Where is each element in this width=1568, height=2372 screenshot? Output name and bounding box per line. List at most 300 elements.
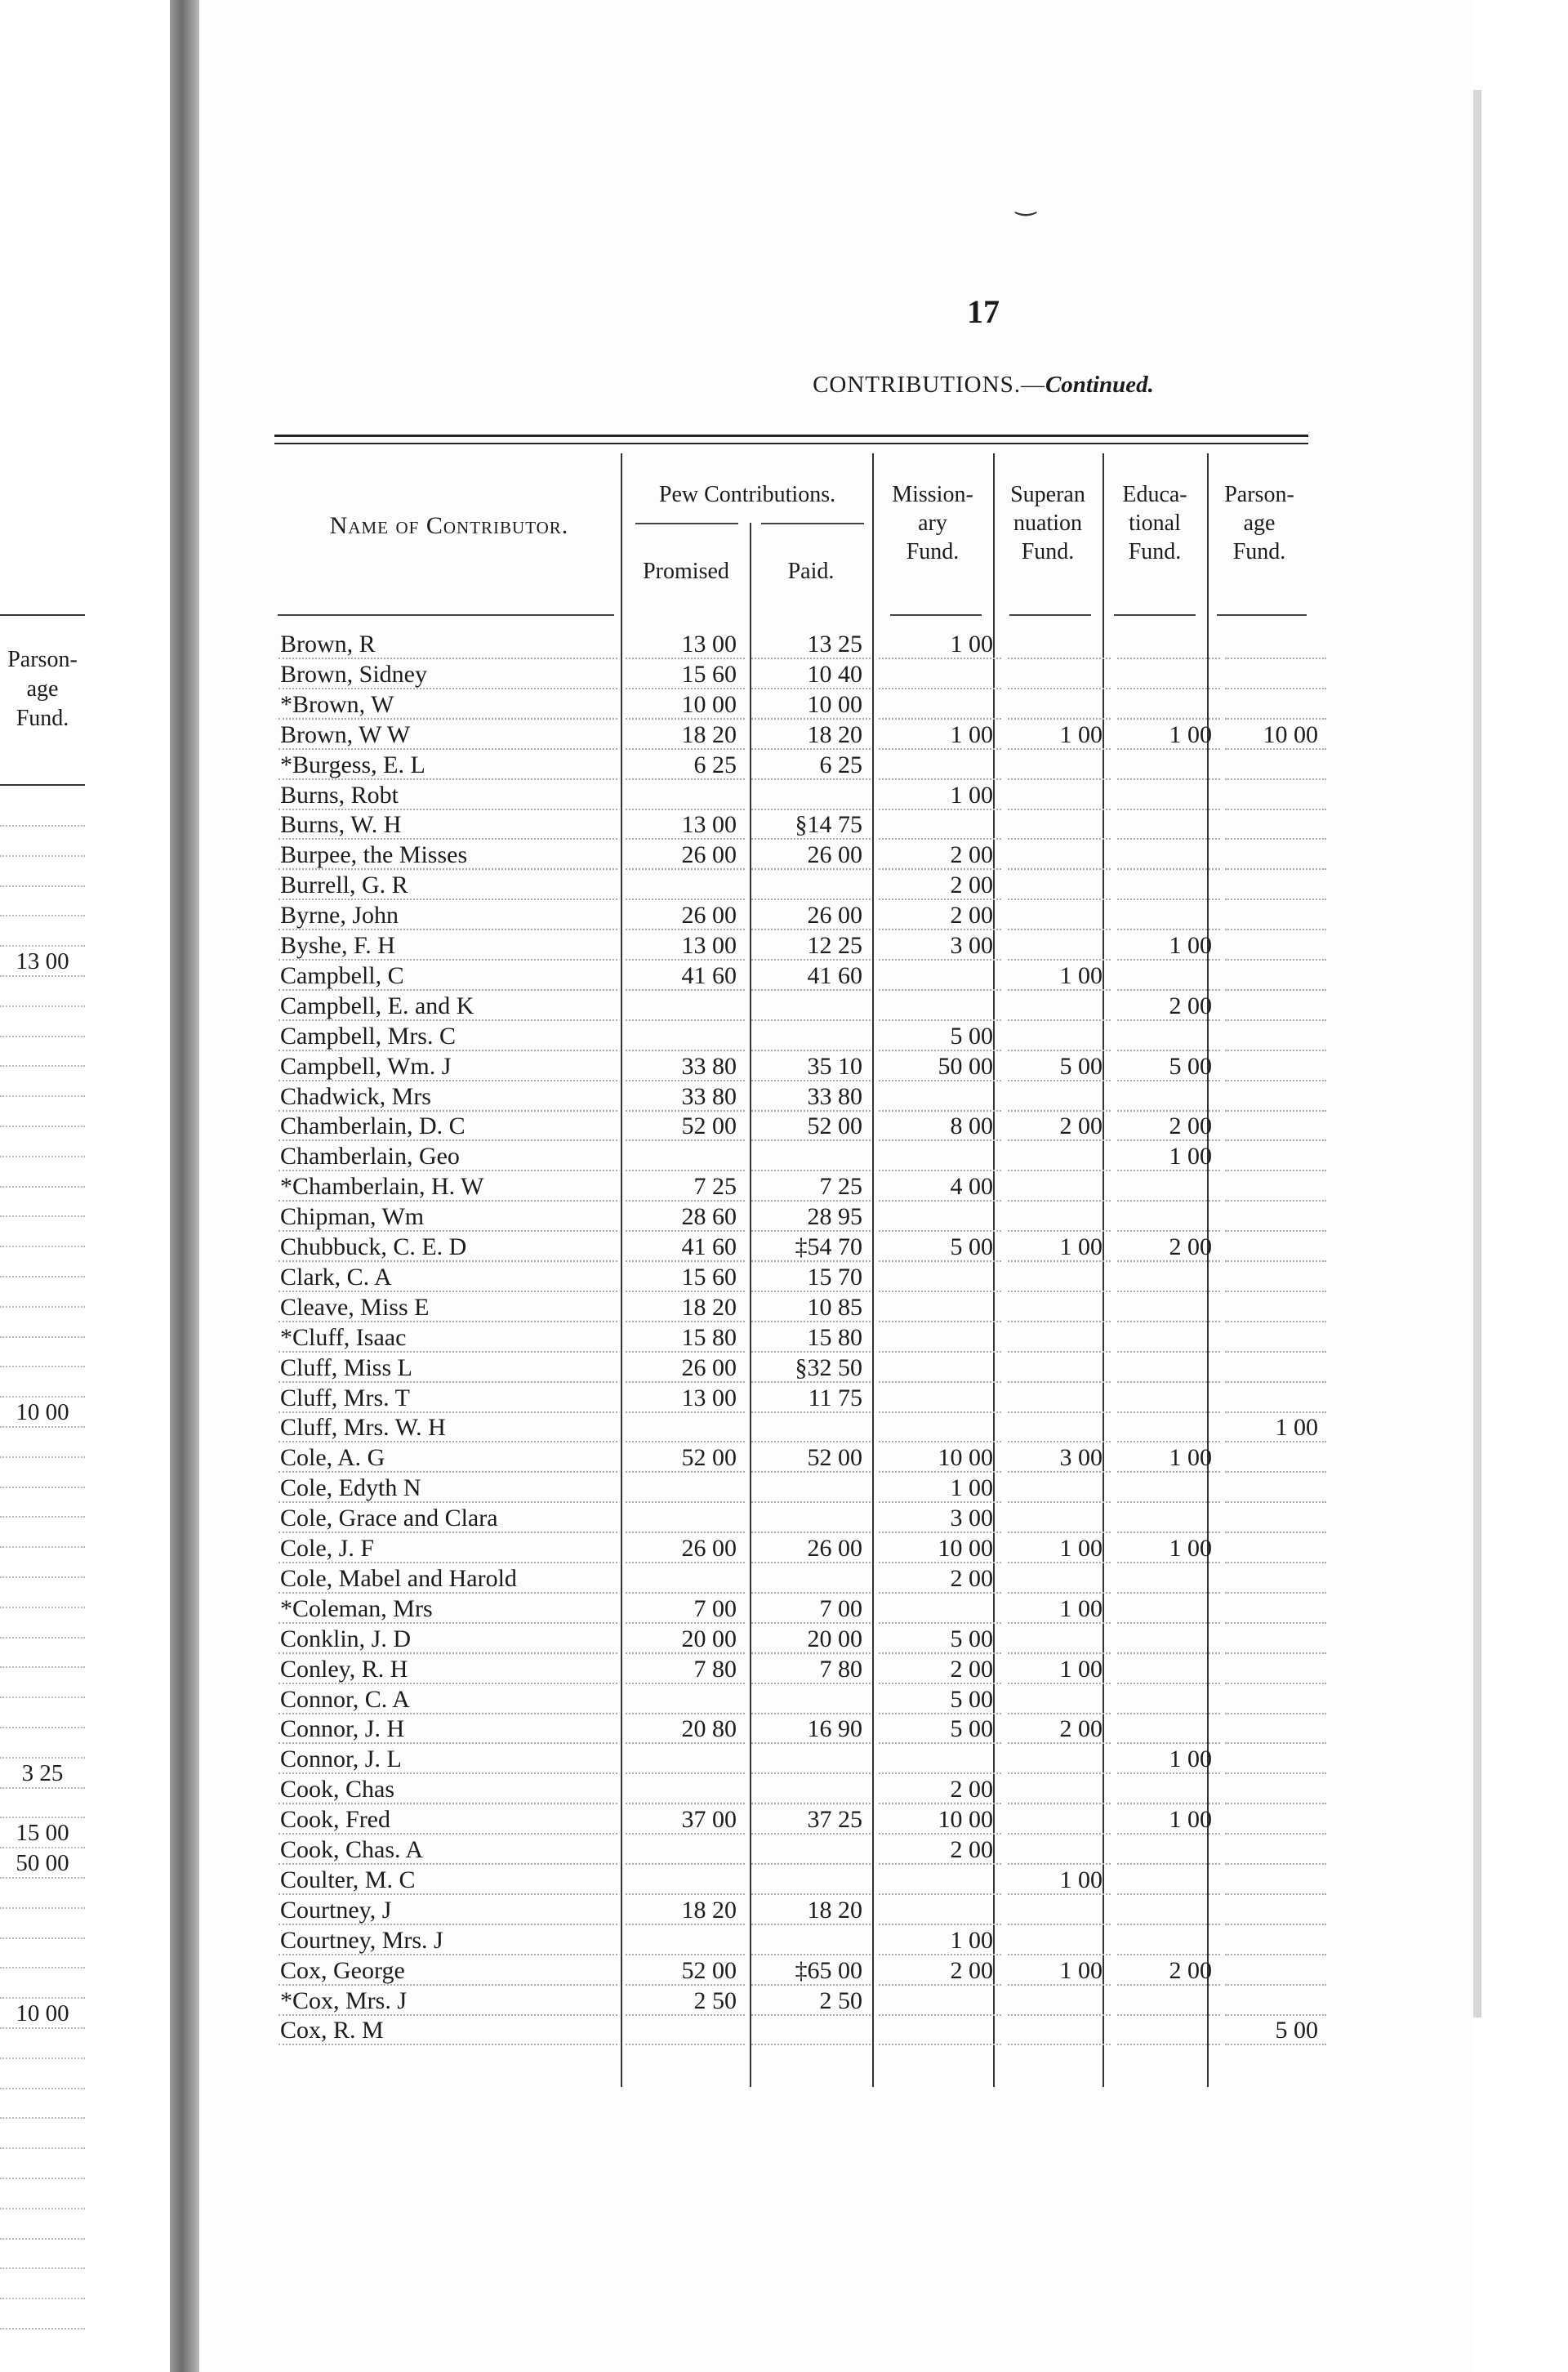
paid-cell: 52 00 bbox=[751, 1111, 871, 1141]
paid-cell: 7 00 bbox=[751, 1594, 871, 1624]
table-row bbox=[274, 870, 1312, 900]
superannuation-cell bbox=[1008, 1292, 1111, 1322]
contributor-name-cell bbox=[278, 1865, 617, 1895]
missionary-cell bbox=[879, 1202, 1001, 1232]
missionary-cell: 2 00 bbox=[879, 1835, 1001, 1865]
parsonage-cell bbox=[1225, 750, 1326, 780]
contributor-name: Courtney, J bbox=[280, 1897, 394, 1924]
contributor-name: Cleave, Miss E bbox=[280, 1294, 432, 1321]
educational-cell bbox=[1117, 1986, 1220, 2016]
contributor-name: Cox, R. M bbox=[280, 2017, 387, 2044]
missionary-cell: 5 00 bbox=[879, 1684, 1001, 1714]
table-row bbox=[274, 1594, 1312, 1624]
superannuation-cell bbox=[1008, 1624, 1111, 1654]
facing-page-parsonage-header: Parson- age Fund. bbox=[7, 647, 78, 731]
parsonage-cell bbox=[1225, 870, 1326, 900]
facing-page-value bbox=[0, 1217, 85, 1247]
table-row bbox=[274, 1202, 1312, 1232]
promised-cell: 52 00 bbox=[626, 1955, 745, 1986]
contributor-name-cell bbox=[278, 1804, 617, 1835]
missionary-cell bbox=[879, 1353, 1001, 1383]
superannuation-cell bbox=[1008, 809, 1111, 840]
promised-cell bbox=[626, 1473, 745, 1503]
paid-cell: 13 25 bbox=[751, 629, 871, 659]
paid-cell: 33 80 bbox=[751, 1081, 871, 1112]
missionary-cell: 1 00 bbox=[879, 1925, 1001, 1955]
header-bottom-rule-missionary bbox=[890, 614, 982, 616]
missionary-cell bbox=[879, 1895, 1001, 1925]
contributor-name-cell bbox=[278, 1232, 617, 1262]
paid-cell bbox=[751, 1865, 871, 1895]
parsonage-cell bbox=[1225, 1925, 1326, 1955]
parsonage-cell bbox=[1225, 689, 1326, 720]
superannuation-cell bbox=[1008, 2015, 1111, 2045]
paid-cell: ‡65 00 bbox=[751, 1955, 871, 1986]
facing-page-value bbox=[0, 1728, 85, 1759]
table-row bbox=[274, 1804, 1312, 1835]
superannuation-cell bbox=[1008, 1804, 1111, 1835]
contributor-name: Byrne, John bbox=[280, 902, 402, 929]
paid-cell bbox=[751, 1744, 871, 1774]
promised-cell bbox=[626, 1684, 745, 1714]
contributor-name-cell bbox=[278, 629, 617, 659]
superannuation-cell: 2 00 bbox=[1008, 1111, 1111, 1141]
superannuation-cell bbox=[1008, 659, 1111, 689]
table-row bbox=[274, 780, 1312, 810]
table-row bbox=[274, 1684, 1312, 1714]
contributor-name-cell bbox=[278, 1895, 617, 1925]
educational-cell bbox=[1117, 1503, 1220, 1533]
promised-cell: 26 00 bbox=[626, 1533, 745, 1563]
paid-cell: 52 00 bbox=[751, 1442, 871, 1473]
promised-cell: 26 00 bbox=[626, 840, 745, 870]
facing-page-header-rule bbox=[0, 784, 85, 786]
contributor-name: Campbell, Wm. J bbox=[280, 1053, 454, 1080]
contributor-name: Cook, Chas bbox=[280, 1776, 398, 1803]
parsonage-cell: 10 00 bbox=[1225, 720, 1326, 750]
contributor-name: Clark, C. A bbox=[280, 1264, 395, 1291]
missionary-cell bbox=[879, 1292, 1001, 1322]
contributor-name-cell bbox=[278, 1533, 617, 1563]
parsonage-cell bbox=[1225, 1322, 1326, 1353]
running-head bbox=[689, 372, 1277, 399]
educational-cell bbox=[1117, 2015, 1220, 2045]
educational-cell bbox=[1117, 780, 1220, 810]
parsonage-cell bbox=[1225, 1804, 1326, 1835]
contributor-name-cell bbox=[278, 930, 617, 961]
superannuation-cell bbox=[1008, 750, 1111, 780]
promised-cell: 37 00 bbox=[626, 1804, 745, 1835]
superannuation-cell bbox=[1008, 780, 1111, 810]
educational-cell: 2 00 bbox=[1117, 1111, 1220, 1141]
contributor-name-cell bbox=[278, 1503, 617, 1533]
paid-cell bbox=[751, 1141, 871, 1171]
parsonage-cell bbox=[1225, 1141, 1326, 1171]
contributor-name-cell bbox=[278, 991, 617, 1021]
promised-cell bbox=[626, 991, 745, 1021]
facing-page-value bbox=[0, 2029, 85, 2059]
facing-page-value bbox=[0, 2239, 85, 2269]
header-bottom-rule-superannuation bbox=[1009, 614, 1091, 616]
missionary-cell bbox=[879, 1141, 1001, 1171]
superannuation-cell bbox=[1008, 1383, 1111, 1413]
parsonage-cell bbox=[1225, 629, 1326, 659]
facing-page-value bbox=[0, 2089, 85, 2119]
parsonage-cell bbox=[1225, 1624, 1326, 1654]
superannuation-cell: 5 00 bbox=[1008, 1051, 1111, 1081]
superannuation-cell bbox=[1008, 1684, 1111, 1714]
promised-cell: 41 60 bbox=[626, 1232, 745, 1262]
table-row bbox=[274, 1714, 1312, 1744]
promised-cell: 28 60 bbox=[626, 1202, 745, 1232]
paid-cell bbox=[751, 1412, 871, 1442]
facing-page-value bbox=[0, 1638, 85, 1668]
paid-cell: 12 25 bbox=[751, 930, 871, 961]
superannuation-cell bbox=[1008, 1021, 1111, 1051]
facing-page-value bbox=[0, 1157, 85, 1188]
facing-page-value bbox=[0, 1007, 85, 1037]
promised-cell: 13 00 bbox=[626, 809, 745, 840]
table-row bbox=[274, 840, 1312, 870]
missionary-cell bbox=[879, 809, 1001, 840]
promised-cell: 7 80 bbox=[626, 1654, 745, 1684]
contributor-name-cell bbox=[278, 1141, 617, 1171]
educational-cell bbox=[1117, 870, 1220, 900]
contributor-name: *Burgess, E. L bbox=[280, 751, 429, 778]
missionary-cell: 5 00 bbox=[879, 1232, 1001, 1262]
contributor-name: Burns, W. H bbox=[280, 811, 404, 838]
educational-cell bbox=[1117, 1202, 1220, 1232]
educational-cell bbox=[1117, 900, 1220, 930]
promised-cell: 52 00 bbox=[626, 1111, 745, 1141]
contributor-name: Brown, R bbox=[280, 631, 379, 658]
facing-page-value bbox=[0, 2179, 85, 2209]
promised-cell: 15 60 bbox=[626, 1262, 745, 1292]
header-bottom-rule-educational bbox=[1114, 614, 1196, 616]
parsonage-cell bbox=[1225, 1714, 1326, 1744]
contributor-name: Campbell, Mrs. C bbox=[280, 1023, 459, 1050]
facing-page-value bbox=[0, 1458, 85, 1488]
missionary-cell: 10 00 bbox=[879, 1442, 1001, 1473]
table-top-rule bbox=[274, 435, 1308, 437]
facing-page-value bbox=[0, 1968, 85, 1999]
parsonage-cell bbox=[1225, 780, 1326, 810]
educational-cell bbox=[1117, 1171, 1220, 1202]
educational-cell bbox=[1117, 629, 1220, 659]
table-row bbox=[274, 1232, 1312, 1262]
facing-page-value bbox=[0, 857, 85, 887]
missionary-cell bbox=[879, 750, 1001, 780]
paid-cell: 16 90 bbox=[751, 1714, 871, 1744]
contributor-name-cell bbox=[278, 1021, 617, 1051]
paid-cell: 15 70 bbox=[751, 1262, 871, 1292]
facing-page-value bbox=[0, 1578, 85, 1608]
educational-cell bbox=[1117, 1262, 1220, 1292]
educational-cell bbox=[1117, 840, 1220, 870]
superannuation-cell bbox=[1008, 1081, 1111, 1112]
contributor-name-cell bbox=[278, 1835, 617, 1865]
educational-cell: 1 00 bbox=[1117, 1141, 1220, 1171]
educational-cell bbox=[1117, 659, 1220, 689]
promised-cell: 33 80 bbox=[626, 1051, 745, 1081]
superannuation-cell bbox=[1008, 1563, 1111, 1594]
superannuation-cell bbox=[1008, 900, 1111, 930]
parsonage-cell bbox=[1225, 1744, 1326, 1774]
paid-cell: 11 75 bbox=[751, 1383, 871, 1413]
contributor-name-cell bbox=[278, 1684, 617, 1714]
educational-cell: 1 00 bbox=[1117, 1533, 1220, 1563]
missionary-cell bbox=[879, 1986, 1001, 2016]
missionary-cell: 2 00 bbox=[879, 870, 1001, 900]
contributor-name-cell bbox=[278, 1986, 617, 2016]
educational-cell: 2 00 bbox=[1117, 1955, 1220, 1986]
missionary-cell: 1 00 bbox=[879, 720, 1001, 750]
contributor-name: Cole, Edyth N bbox=[280, 1474, 425, 1501]
promised-cell: 7 25 bbox=[626, 1171, 745, 1202]
facing-page-value bbox=[0, 1879, 85, 1909]
page-number: 17 bbox=[967, 293, 1000, 330]
running-head-title: CONTRIBUTIONS.— bbox=[813, 372, 1045, 398]
paid-cell bbox=[751, 1684, 871, 1714]
missionary-cell bbox=[879, 1412, 1001, 1442]
facing-page-value bbox=[0, 1487, 85, 1518]
parsonage-cell bbox=[1225, 961, 1326, 991]
facing-page-value bbox=[0, 2059, 85, 2089]
superannuation-cell bbox=[1008, 1986, 1111, 2016]
missionary-cell: 50 00 bbox=[879, 1051, 1001, 1081]
parsonage-cell bbox=[1225, 1835, 1326, 1865]
paid-cell bbox=[751, 1835, 871, 1865]
table-row bbox=[274, 991, 1312, 1021]
educational-cell bbox=[1117, 1353, 1220, 1383]
paid-cell: 6 25 bbox=[751, 750, 871, 780]
promised-cell bbox=[626, 2015, 745, 2045]
contributor-name-cell bbox=[278, 659, 617, 689]
paid-cell bbox=[751, 1503, 871, 1533]
contributor-name-cell bbox=[278, 780, 617, 810]
contributor-name-cell bbox=[278, 1262, 617, 1292]
educational-cell: 1 00 bbox=[1117, 1744, 1220, 1774]
facing-page-value bbox=[0, 1428, 85, 1458]
contributor-name-cell bbox=[278, 1925, 617, 1955]
promised-cell bbox=[626, 1412, 745, 1442]
missionary-cell: 1 00 bbox=[879, 629, 1001, 659]
superannuation-cell bbox=[1008, 1473, 1111, 1503]
educational-cell bbox=[1117, 1383, 1220, 1413]
promised-cell bbox=[626, 1774, 745, 1804]
parsonage-cell bbox=[1225, 1684, 1326, 1714]
paid-cell: 10 00 bbox=[751, 689, 871, 720]
table-row bbox=[274, 1563, 1312, 1594]
facing-page-value bbox=[0, 1548, 85, 1578]
promised-cell: 7 00 bbox=[626, 1594, 745, 1624]
promised-cell bbox=[626, 1925, 745, 1955]
contributor-name-cell bbox=[278, 1412, 617, 1442]
header-paid: Paid. bbox=[787, 559, 835, 584]
facing-page-value bbox=[0, 1308, 85, 1338]
superannuation-cell bbox=[1008, 1895, 1111, 1925]
missionary-cell: 5 00 bbox=[879, 1714, 1001, 1744]
promised-cell: 10 00 bbox=[626, 689, 745, 720]
contributor-name-cell bbox=[278, 1051, 617, 1081]
contributor-name: *Coleman, Mrs bbox=[280, 1595, 436, 1622]
parsonage-cell bbox=[1225, 1503, 1326, 1533]
table-row bbox=[274, 1353, 1312, 1383]
educational-cell bbox=[1117, 1624, 1220, 1654]
superannuation-cell bbox=[1008, 1835, 1111, 1865]
facing-page-value bbox=[0, 1909, 85, 1939]
parsonage-cell bbox=[1225, 1986, 1326, 2016]
facing-page-value bbox=[0, 1668, 85, 1698]
facing-page-value: 10 00 bbox=[0, 1398, 85, 1428]
facing-page-value bbox=[0, 2209, 85, 2240]
superannuation-cell bbox=[1008, 1925, 1111, 1955]
promised-cell bbox=[626, 1021, 745, 1051]
table-row bbox=[274, 1322, 1312, 1353]
facing-page-value: 13 00 bbox=[0, 947, 85, 977]
superannuation-cell bbox=[1008, 1171, 1111, 1202]
table-row bbox=[274, 1383, 1312, 1413]
missionary-cell bbox=[879, 659, 1001, 689]
contributor-name: Cluff, Mrs. W. H bbox=[280, 1414, 449, 1441]
promised-cell bbox=[626, 1503, 745, 1533]
contributor-name-cell bbox=[278, 1383, 617, 1413]
parsonage-cell bbox=[1225, 1081, 1326, 1112]
parsonage-cell bbox=[1225, 1292, 1326, 1322]
contributor-name-cell bbox=[278, 1594, 617, 1624]
educational-cell bbox=[1117, 1081, 1220, 1112]
missionary-cell: 2 00 bbox=[879, 1955, 1001, 1986]
contributor-name: Courtney, Mrs. J bbox=[280, 1927, 447, 1954]
table-row bbox=[274, 1442, 1312, 1473]
table-row bbox=[274, 689, 1312, 720]
paid-cell: 41 60 bbox=[751, 961, 871, 991]
educational-cell bbox=[1117, 809, 1220, 840]
educational-cell bbox=[1117, 1895, 1220, 1925]
header-subrule-promised bbox=[635, 523, 738, 524]
stray-mark: ‿ bbox=[1016, 189, 1036, 216]
promised-cell: 15 60 bbox=[626, 659, 745, 689]
contributor-name: Byshe, F. H bbox=[280, 932, 399, 959]
parsonage-cell bbox=[1225, 1774, 1326, 1804]
parsonage-cell bbox=[1225, 1202, 1326, 1232]
promised-cell: 13 00 bbox=[626, 930, 745, 961]
contributor-name: Chamberlain, Geo bbox=[280, 1143, 463, 1170]
educational-cell: 1 00 bbox=[1117, 1804, 1220, 1835]
promised-cell: 52 00 bbox=[626, 1442, 745, 1473]
contributor-name-cell bbox=[278, 1292, 617, 1322]
contributor-name: Cole, Mabel and Harold bbox=[280, 1565, 520, 1592]
educational-cell bbox=[1117, 689, 1220, 720]
contributor-name-cell bbox=[278, 1563, 617, 1594]
contributor-name: Cook, Fred bbox=[280, 1806, 394, 1833]
paid-cell: 10 85 bbox=[751, 1292, 871, 1322]
table-row bbox=[274, 1925, 1312, 1955]
contributor-name: Cox, George bbox=[280, 1957, 408, 1984]
contributor-name-cell bbox=[278, 809, 617, 840]
table-row bbox=[274, 1412, 1318, 1442]
table-row bbox=[274, 1986, 1312, 2016]
superannuation-cell bbox=[1008, 991, 1111, 1021]
contributor-name-cell bbox=[278, 961, 617, 991]
promised-cell: 20 80 bbox=[626, 1714, 745, 1744]
missionary-cell bbox=[879, 1322, 1001, 1353]
educational-cell: 5 00 bbox=[1117, 1051, 1220, 1081]
parsonage-cell bbox=[1225, 1383, 1326, 1413]
promised-cell: 26 00 bbox=[626, 1353, 745, 1383]
facing-page-value bbox=[0, 1097, 85, 1127]
paid-cell: §14 75 bbox=[751, 809, 871, 840]
missionary-cell: 3 00 bbox=[879, 930, 1001, 961]
facing-page-value bbox=[0, 916, 85, 947]
paid-cell: 20 00 bbox=[751, 1624, 871, 1654]
educational-cell bbox=[1117, 1654, 1220, 1684]
contributor-name: Chamberlain, D. C bbox=[280, 1112, 469, 1139]
table-row bbox=[274, 1624, 1312, 1654]
table-row bbox=[274, 2015, 1318, 2045]
missionary-cell bbox=[879, 1081, 1001, 1112]
paid-cell bbox=[751, 2015, 871, 2045]
paid-cell: 7 80 bbox=[751, 1654, 871, 1684]
header-parsonage-fund: Parson- age Fund. bbox=[1224, 482, 1294, 564]
educational-cell bbox=[1117, 1292, 1220, 1322]
missionary-cell bbox=[879, 1262, 1001, 1292]
missionary-cell: 10 00 bbox=[879, 1804, 1001, 1835]
educational-cell bbox=[1117, 1925, 1220, 1955]
facing-page-value bbox=[0, 977, 85, 1007]
facing-page-value bbox=[0, 1518, 85, 1548]
table-row bbox=[274, 1473, 1312, 1503]
superannuation-cell bbox=[1008, 629, 1111, 659]
header-pew-contributions: Pew Contributions. bbox=[658, 482, 836, 507]
promised-cell: 20 00 bbox=[626, 1624, 745, 1654]
contributor-name: Connor, C. A bbox=[280, 1686, 413, 1713]
facing-page-value bbox=[0, 886, 85, 916]
table-row bbox=[274, 961, 1312, 991]
table-row bbox=[274, 1081, 1312, 1112]
paid-cell: 2 50 bbox=[751, 1986, 871, 2016]
superannuation-cell bbox=[1008, 840, 1111, 870]
paid-cell: 15 80 bbox=[751, 1322, 871, 1353]
promised-cell: 6 25 bbox=[626, 750, 745, 780]
header-missionary-fund: Mission- ary Fund. bbox=[892, 482, 973, 564]
parsonage-cell bbox=[1225, 1232, 1326, 1262]
paid-cell: 37 25 bbox=[751, 1804, 871, 1835]
educational-cell bbox=[1117, 1714, 1220, 1744]
promised-cell bbox=[626, 1835, 745, 1865]
missionary-cell bbox=[879, 991, 1001, 1021]
educational-cell bbox=[1117, 750, 1220, 780]
contributor-name: Connor, J. L bbox=[280, 1746, 405, 1772]
paid-cell bbox=[751, 1925, 871, 1955]
header-subrule-paid bbox=[761, 523, 864, 524]
facing-page-value bbox=[0, 1608, 85, 1639]
contributor-name-cell bbox=[278, 720, 617, 750]
missionary-cell bbox=[879, 2015, 1001, 2045]
superannuation-cell: 1 00 bbox=[1008, 1865, 1111, 1895]
contributor-name-cell bbox=[278, 1111, 617, 1141]
educational-cell bbox=[1117, 1774, 1220, 1804]
promised-cell: 18 20 bbox=[626, 720, 745, 750]
superannuation-cell bbox=[1008, 1262, 1111, 1292]
educational-cell bbox=[1117, 1322, 1220, 1353]
contributor-name-cell bbox=[278, 1714, 617, 1744]
missionary-cell: 2 00 bbox=[879, 840, 1001, 870]
contributor-name-cell bbox=[278, 1744, 617, 1774]
superannuation-cell: 2 00 bbox=[1008, 1714, 1111, 1744]
parsonage-cell bbox=[1225, 659, 1326, 689]
parsonage-cell bbox=[1225, 1262, 1326, 1292]
